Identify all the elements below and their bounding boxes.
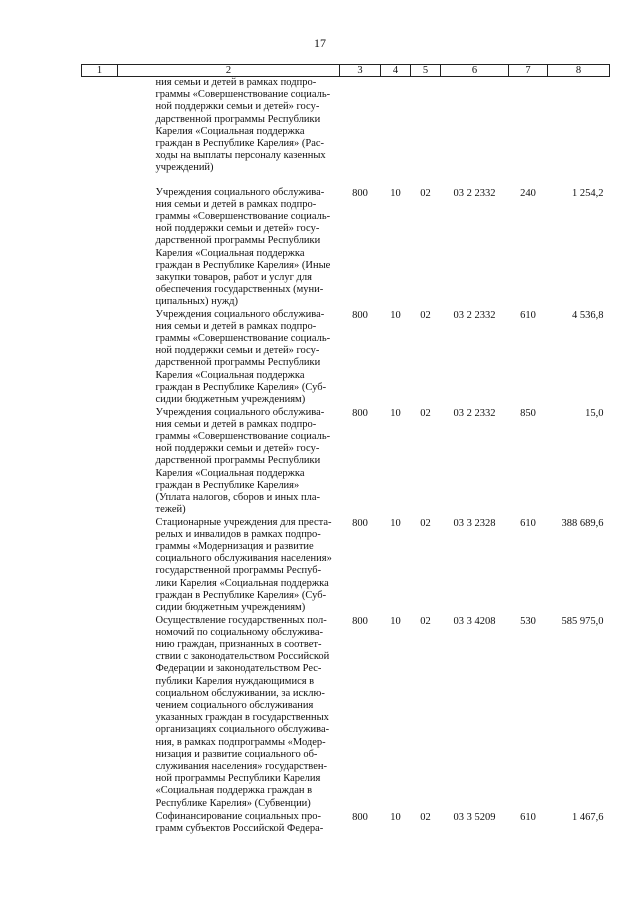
cell-section: 10 [390, 309, 401, 321]
cell-ministry: 800 [352, 309, 368, 321]
cell-target-article: 03 3 4208 [453, 615, 496, 627]
cell-target-article: 03 3 2328 [453, 517, 496, 529]
cell-subsection: 02 [420, 811, 431, 823]
cell-section: 10 [390, 407, 401, 419]
column-header-7: 7 [509, 65, 548, 77]
cell-amount: 388 689,6 [561, 517, 604, 529]
page-number: 17 [314, 36, 326, 50]
cell-amount: 585 975,0 [561, 615, 604, 627]
column-header-5: 5 [411, 65, 441, 77]
cell-section: 10 [390, 187, 401, 199]
cell-subsection: 02 [420, 615, 431, 627]
cell-subsection: 02 [420, 187, 431, 199]
cell-subsection: 02 [420, 517, 431, 529]
cell-ministry: 800 [352, 187, 368, 199]
table-row [82, 407, 610, 517]
table-row [82, 517, 610, 615]
cell-section [381, 77, 411, 187]
row-description: Стационарные учреждения для преста- релых и инвалидов в рамках подпро- граммы «Модернизация и развитие социального обслуживания населения» государственной программы Респуб- лики Карелия «Социальная поддержка граждан в Республике Карелия» (Суб- сидии бюджетным учреждениям) [155, 516, 332, 613]
column-header-6: 6 [441, 65, 509, 77]
cell-ministry: 800 [352, 811, 368, 823]
column-header-2: 2 [118, 65, 340, 77]
cell-expense-type: 240 [520, 187, 536, 199]
cell-expense-type: 610 [520, 309, 536, 321]
cell-subsection: 02 [420, 407, 431, 419]
column-header-1: 1 [82, 65, 118, 77]
column-header-8: 8 [548, 65, 610, 77]
column-header-3: 3 [340, 65, 381, 77]
cell-expense-type: 610 [520, 811, 536, 823]
cell-target-article: 03 2 2332 [453, 187, 496, 199]
cell-ministry: 800 [352, 517, 368, 529]
cell-amount: 1 254,2 [572, 187, 604, 199]
cell-target-article: 03 3 5209 [453, 811, 496, 823]
cell-ministry: 800 [352, 615, 368, 627]
row-description: Осуществление государственных пол- номочий по социальному обслужива- нию граждан, признанных в соответ- ствии с законодательством Российской Федерации и законодательством Рес- публики Карелия нуждающимися в социальном обслуживании, за исклю- чением социального обслуживания указанных граждан в государственных организациях социального обслужива- ния, в рамках подпрограммы «Модер- низация и развитие социального об- служивания населения» государствен- ной программы Республики Карелия «Социальная поддержка граждан в Республике Карелия» (Субвенции) [155, 614, 330, 809]
cell-target-article: 03 2 2332 [453, 309, 496, 321]
row-description: Софинансирование социальных про- грамм субъектов Российской Федера- [155, 810, 324, 834]
row-description: Учреждения социального обслужива- ния семьи и детей в рамках подпро- граммы «Совершенствование социаль- ной поддержки семьи и детей» госу- дарственной программы Республики Карелия «Социальная поддержка граждан в Республике Карелия» (Суб- сидии бюджетным учреждениям) [155, 308, 331, 405]
cell-section: 10 [390, 517, 401, 529]
table-row [82, 811, 610, 837]
cell-expense-type [509, 77, 548, 187]
cell-subsection: 02 [420, 309, 431, 321]
column-number-header-row [82, 65, 610, 77]
row-description: Учреждения социального обслужива- ния семьи и детей в рамках подпро- граммы «Совершенствование социаль- ной поддержки семьи и детей» госу- дарственной программы Республики Карелия «Социальная поддержка граждан в Республике Карелия» (Уплата налогов, сборов и иных пла- тежей) [155, 406, 331, 516]
cell-amount [548, 77, 610, 187]
cell-target-article: 03 2 2332 [453, 407, 496, 419]
table-row [82, 187, 610, 309]
cell-target-article [441, 77, 509, 187]
column-header-4: 4 [381, 65, 411, 77]
cell-subsection [411, 77, 441, 187]
cell-amount: 1 467,6 [572, 811, 604, 823]
table-row [82, 615, 610, 811]
cell-ministry: 800 [352, 407, 368, 419]
row-description: Учреждения социального обслужива- ния семьи и детей в рамках подпро- граммы «Совершенствование социаль- ной поддержки семьи и детей» госу- дарственной программы Республики Карелия «Социальная поддержка граждан в Республике Карелия» (Иные закупки товаров, работ и услуг для обеспечения государственных (муни- ципальных) нужд) [155, 186, 331, 308]
cell-amount: 4 536,8 [572, 309, 604, 321]
cell-ministry [340, 77, 381, 187]
cell-expense-type: 850 [520, 407, 536, 419]
cell-expense-type: 530 [520, 615, 536, 627]
cell-section: 10 [390, 615, 401, 627]
row-description: ния семьи и детей в рамках подпро- граммы «Совершенствование социаль- ной поддержки семьи и детей» госу- дарственной программы Республики Карелия «Социальная поддержка граждан в Республике Карелия» (Рас- ходы на выплаты персоналу казенных учреждений) [155, 77, 331, 174]
budget-table [81, 64, 610, 837]
table-row [82, 77, 610, 187]
cell-section: 10 [390, 811, 401, 823]
table-row [82, 309, 610, 407]
cell-expense-type: 610 [520, 517, 536, 529]
cell-amount: 15,0 [585, 407, 604, 419]
